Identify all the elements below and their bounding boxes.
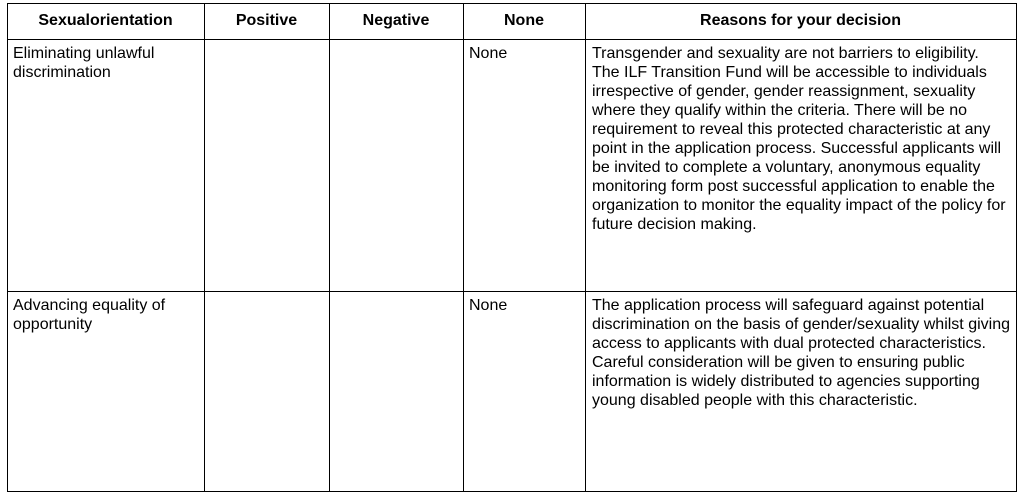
- table-row: [8, 40, 1017, 292]
- positive-cell: [205, 292, 330, 492]
- header-negative: Negative: [330, 4, 464, 40]
- row-area-label: Advancing equality of opportunity: [8, 292, 205, 492]
- header-sexual-orientation: Sexualorientation: [8, 4, 205, 40]
- reason-cell: Transgender and sexuality are not barriers to eligibility. The ILF Transition Fund will be accessible to individuals irrespective of gender, gender reassignment, sexuality where they qualify within the criteria. There will be no requirement to reveal this protected characteristic at any point in the application process. Successful applicants will be invited to complete a voluntary, anonymous equality monitoring form post successful application to enable the organization to monitor the equality impact of the policy for future decision making.: [586, 40, 1017, 292]
- table-row: [8, 292, 1017, 492]
- reason-cell: The application process will safeguard against potential discrimination on the basis of gender/sexuality whilst giving access to applicants with dual protected characteristics. Careful consideration will be given to ensuring public information is widely distributed to agencies supporting young disabled people with this characteristic.: [586, 292, 1017, 492]
- positive-cell: [205, 40, 330, 292]
- header-positive: Positive: [205, 4, 330, 40]
- negative-cell: [330, 292, 464, 492]
- none-cell: None: [464, 40, 586, 292]
- none-cell: None: [464, 292, 586, 492]
- negative-cell: [330, 40, 464, 292]
- equality-impact-table: [7, 3, 1017, 492]
- header-none: None: [464, 4, 586, 40]
- row-area-label: Eliminating unlawful discrimination: [8, 40, 205, 292]
- header-reasons: Reasons for your decision: [586, 4, 1017, 40]
- header-row: [8, 4, 1017, 40]
